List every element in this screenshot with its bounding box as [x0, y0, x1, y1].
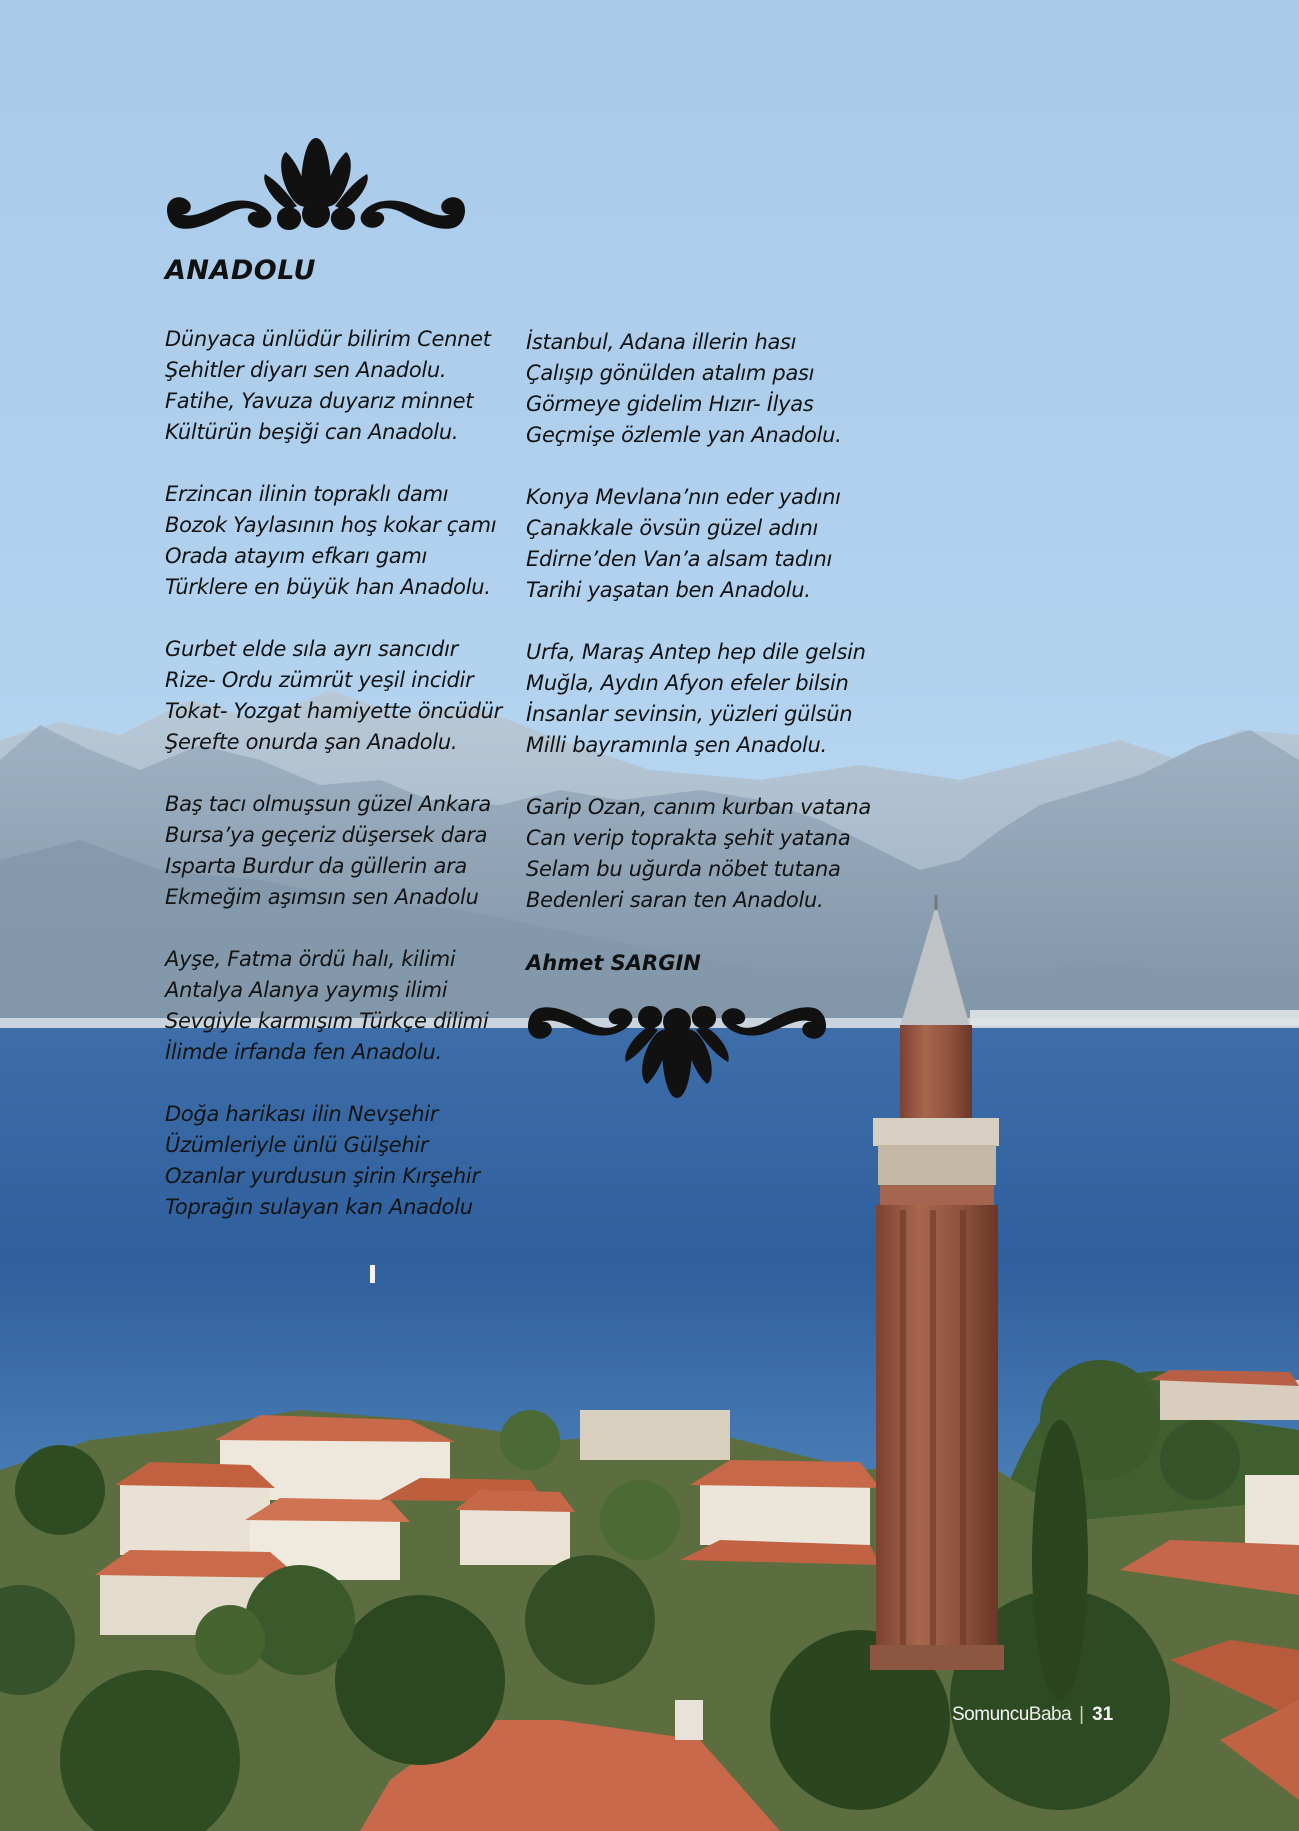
poem-line: Ekmeğim aşımsın sen Anadolu	[165, 885, 479, 909]
poem-line: Tokat- Yozgat hamiyette öncüdür	[165, 699, 502, 723]
poem-line: Erzincan ilinin topraklı damı	[165, 482, 449, 506]
poem-left-column	[165, 324, 535, 1254]
poem-line: Ayşe, Fatma ördü halı, kilimi	[165, 947, 456, 971]
poem-line: Türklere en büyük han Anadolu.	[165, 575, 491, 599]
poem-line: Garip Ozan, canım kurban vatana	[526, 795, 871, 819]
poem-line: Çalışıp gönülden atalım pası	[526, 361, 815, 385]
page-number: 31	[1092, 1704, 1114, 1725]
poem-line: Görmeye gidelim Hızır- İlyas	[526, 392, 814, 416]
poem-line: Antalya Alanya yaymış ilimi	[165, 978, 448, 1002]
poem-line: Doğa harikası ilin Nevşehir	[165, 1102, 439, 1126]
poem-line: Gurbet elde sıla ayrı sancıdır	[165, 637, 458, 661]
flourish-ornament-inverted-icon	[526, 1000, 828, 1100]
poem-line: Rize- Ordu zümrüt yeşil incidir	[165, 668, 474, 692]
poem-line: Fatihe, Yavuza duyarız minnet	[165, 389, 474, 413]
poem-line: Sevgiyle karmışım Türkçe dilimi	[165, 1009, 489, 1033]
poem-line: Baş tacı olmuşsun güzel Ankara	[165, 792, 491, 816]
stanza	[526, 637, 896, 761]
stanza	[526, 792, 896, 916]
poem-line: Urfa, Maraş Antep hep dile gelsin	[526, 640, 866, 664]
page-footer	[952, 1704, 1113, 1726]
poem-line: Bursa’ya geçeriz düşersek dara	[165, 823, 488, 847]
poem-author: Ahmet SARGIN	[526, 951, 701, 975]
poem-line: Kültürün beşiği can Anadolu.	[165, 420, 459, 444]
stanza	[165, 944, 535, 1068]
stanza	[165, 634, 535, 758]
poem-line: Ozanlar yurdusun şirin Kırşehir	[165, 1164, 480, 1188]
stanza	[165, 1099, 535, 1223]
poem-line: Tarihi yaşatan ben Anadolu.	[526, 578, 811, 602]
poem-line: Şehitler diyarı sen Anadolu.	[165, 358, 447, 382]
poem-line: Dünyaca ünlüdür bilirim Cennet	[165, 327, 491, 351]
stanza	[165, 789, 535, 913]
poem-line: Geçmişe özlemle yan Anadolu.	[526, 423, 842, 447]
magazine-brand-part1: Somuncu	[952, 1704, 1029, 1725]
footer-separator: |	[1079, 1704, 1085, 1725]
poem-line: Selam bu uğurda nöbet tutana	[526, 857, 841, 881]
poem-line: İlimde irfanda fen Anadolu.	[165, 1040, 442, 1064]
poem-line: Edirne’den Van’a alsam tadını	[526, 547, 832, 571]
poem-line: Muğla, Aydın Afyon efeler bilsin	[526, 671, 849, 695]
poem-line: Bozok Yaylasının hoş kokar çamı	[165, 513, 497, 537]
flourish-ornament-icon	[165, 136, 467, 236]
stanza	[165, 479, 535, 603]
poem-line: Orada atayım efkarı gamı	[165, 544, 428, 568]
poem-line: Isparta Burdur da güllerin ara	[165, 854, 467, 878]
magazine-brand-part2: Baba	[1028, 1704, 1072, 1725]
poem-line: İstanbul, Adana illerin hası	[526, 330, 797, 354]
poem-line: Konya Mevlana’nın eder yadını	[526, 485, 841, 509]
poem-line: Şerefte onurda şan Anadolu.	[165, 730, 458, 754]
poem-line: İnsanlar sevinsin, yüzleri gülsün	[526, 702, 853, 726]
poem-line: Milli bayramınla şen Anadolu.	[526, 733, 827, 757]
poem-title: ANADOLU	[165, 255, 316, 286]
stanza	[526, 482, 896, 606]
stanza	[165, 324, 535, 448]
poem-line: Çanakkale övsün güzel adını	[526, 516, 819, 540]
poem-line: Üzümleriyle ünlü Gülşehir	[165, 1133, 429, 1157]
poem-right-column	[526, 327, 896, 947]
poem-line: Can verip toprakta şehit yatana	[526, 826, 851, 850]
poem-line: Toprağın sulayan kan Anadolu	[165, 1195, 473, 1219]
stanza	[526, 327, 896, 451]
poem-line: Bedenleri saran ten Anadolu.	[526, 888, 824, 912]
